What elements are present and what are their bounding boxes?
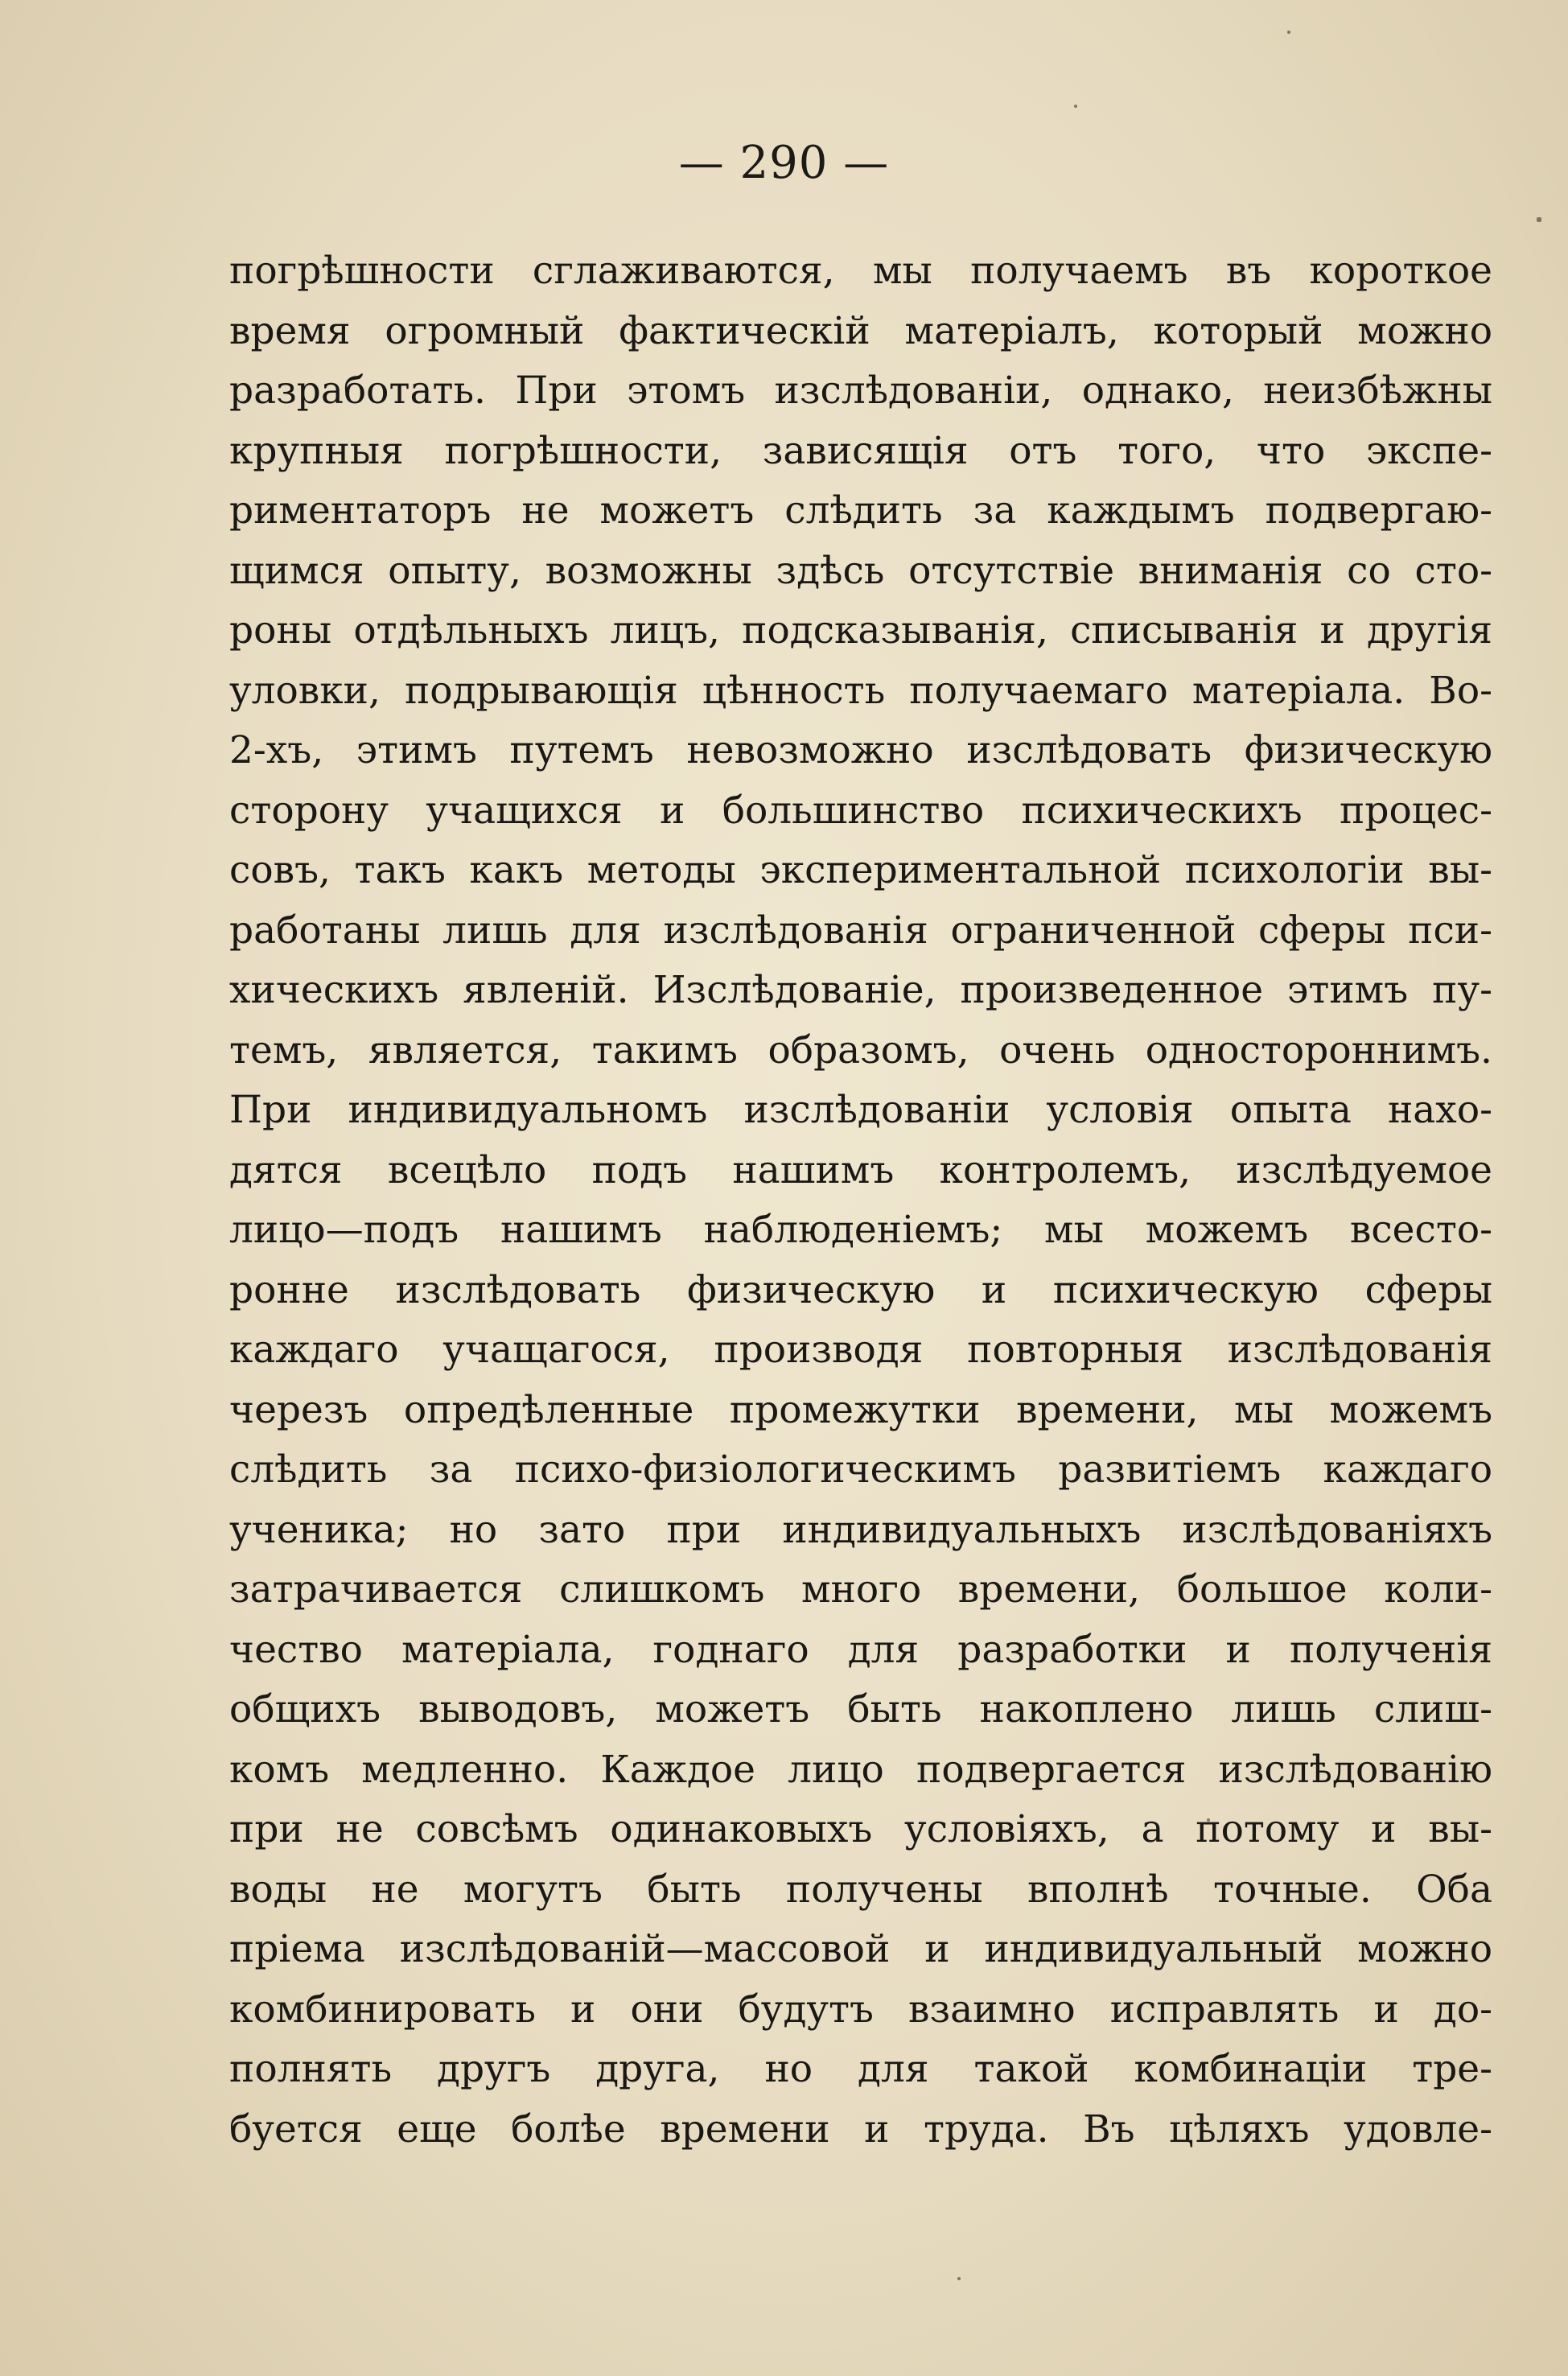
text-line: совъ, такъ какъ методы экспериментальной психологіи вы- xyxy=(229,848,1492,892)
body-text xyxy=(229,241,1492,2160)
text-line: погрѣшности сглаживаются, мы получаемъ въ короткое xyxy=(229,249,1492,293)
text-line: комбинировать и они будутъ взаимно исправлять и до- xyxy=(229,1987,1492,2032)
text-line: буется еще болѣе времени и труда. Въ цѣляхъ удовле- xyxy=(229,2106,1492,2152)
text-line: При индивидуальномъ изслѣдованіи условія опыта нахо- xyxy=(229,1088,1492,1132)
text-line: общихъ выводовъ, можетъ быть накоплено лишь слиш- xyxy=(229,1687,1492,1732)
text-line: ученика; но зато при индивидуальныхъ изслѣдованіяхъ xyxy=(229,1507,1492,1552)
text-line: воды не могутъ быть получены вполнѣ точные. Оба xyxy=(229,1867,1492,1912)
text-line: риментаторъ не можетъ слѣдить за каждымъ подвергаю- xyxy=(229,488,1492,533)
text-line: дятся всецѣло подъ нашимъ контролемъ, изслѣдуемое xyxy=(229,1147,1492,1192)
page-number: — 290 — xyxy=(678,137,890,189)
text-line: полнять другъ друга, но для такой комбинаціи тре- xyxy=(229,2047,1492,2091)
text-line: каждаго учащагося, производя повторныя изслѣдованія xyxy=(229,1328,1492,1372)
text-line: крупныя погрѣшности, зависящія отъ того, что экспе- xyxy=(229,428,1492,473)
text-line: комъ медленно. Каждое лицо подвергается изслѣдованію xyxy=(229,1747,1492,1792)
text-line: пріема изслѣдованій—массовой и индивидуальный можно xyxy=(229,1927,1492,1971)
text-line: уловки, подрывающія цѣнность получаемаго матеріала. Во- xyxy=(229,668,1492,713)
text-line: разработать. При этомъ изслѣдованіи, однако, неизбѣжны xyxy=(229,369,1492,413)
text-line: лицо—подъ нашимъ наблюденіемъ; мы можемъ всесто- xyxy=(229,1208,1492,1252)
text-line: затрачивается слишкомъ много времени, большое коли- xyxy=(229,1567,1492,1612)
text-line: 2-хъ, этимъ путемъ невозможно изслѣдовать физическую xyxy=(229,728,1492,772)
text-line: роны отдѣльныхъ лицъ, подсказыванія, списыванія и другія xyxy=(229,608,1492,653)
text-line: работаны лишь для изслѣдованія ограниченной сферы пси- xyxy=(229,908,1492,953)
text-line: чество матеріала, годнаго для разработки и полученія xyxy=(229,1627,1492,1672)
text-line: хическихъ явленій. Изслѣдованіе, произведенное этимъ пу- xyxy=(229,968,1492,1012)
text-line: время огромный фактическій матеріалъ, который можно xyxy=(229,308,1492,353)
paper-speck xyxy=(1074,105,1077,108)
text-line: слѣдить за психо-физіологическимъ развитіемъ каждаго xyxy=(229,1447,1492,1492)
paper-speck xyxy=(1537,217,1541,222)
paper-speck xyxy=(1287,31,1290,34)
text-line: ронне изслѣдовать физическую и психическую сферы xyxy=(229,1267,1492,1312)
text-line: при не совсѣмъ одинаковыхъ условіяхъ, а потому и вы- xyxy=(229,1807,1492,1851)
text-line: сторону учащихся и большинство психическихъ процес- xyxy=(229,788,1492,833)
text-line: щимся опыту, возможны здѣсь отсутствіе вниманія со сто- xyxy=(229,548,1492,593)
text-line: темъ, является, такимъ образомъ, очень одностороннимъ. xyxy=(229,1027,1492,1073)
paper-speck xyxy=(957,2277,961,2280)
text-line: черезъ опредѣленные промежутки времени, мы можемъ xyxy=(229,1387,1492,1432)
